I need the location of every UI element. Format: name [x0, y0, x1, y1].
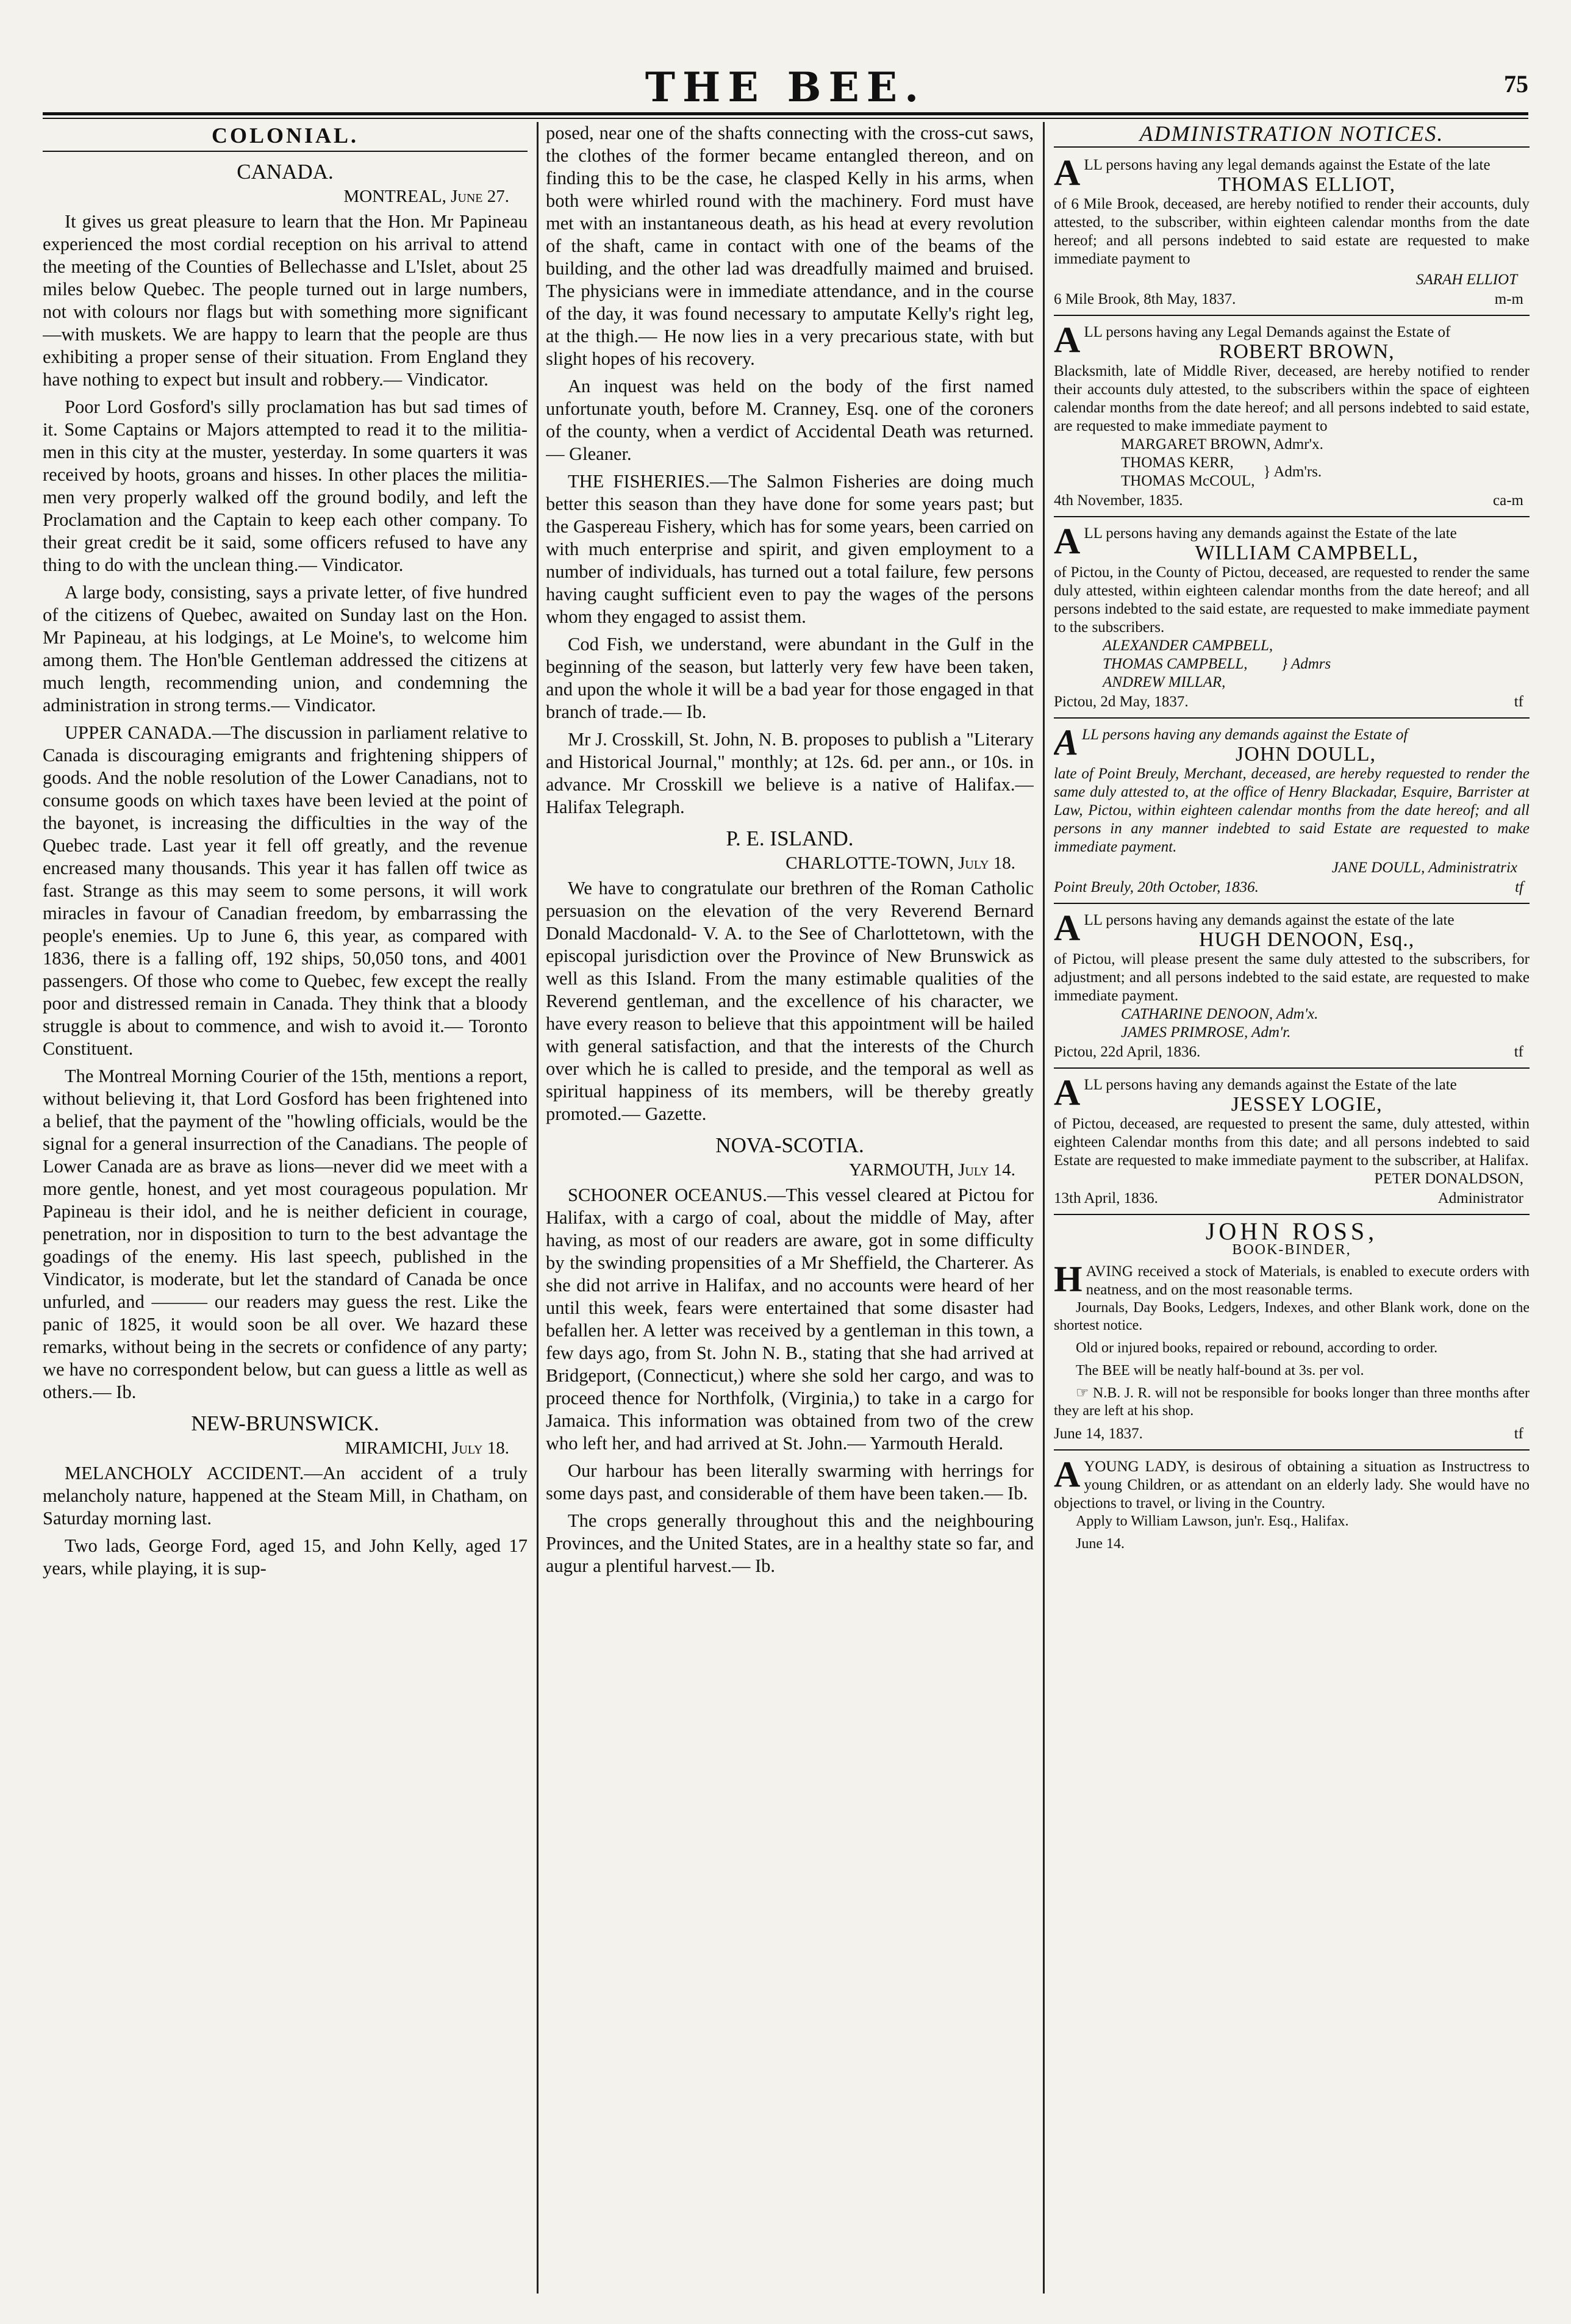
notice-signature-group	[1054, 454, 1530, 490]
dateline-montreal: MONTREAL, June 27.	[343, 187, 509, 206]
article-paragraph: The Montreal Morning Courier of the 15th, mentions a report, without believing it, that Lord Gosford has been frightened into a belief, that the payment of the "howling officials, would be the signal for a general insurrection of the Canadians. The people of Lower Canada are as brave as lions—never did we meet with a more gentle, honest, and yet most courageous population. Mr Papineau is their idol, and he is neither deficient in courage, penetration, nor in disposition to turn to the best advantage the goadings of the enemy. His last speech, published in the Vindicator, is moderate, but let the standard of Canada be once unfurled, and ——— our readers may guess the rest. Like the panic of 1825, it would soon be all over. We hazard these remarks, without being in the secrets or confidence of any party; we have no correspondent below, but can guess a little as well as others.— Ib.	[43, 1066, 528, 1402]
advert-paragraph: Journals, Day Books, Ledgers, Indexes, and other Blank work, done on the shortest notice.	[1054, 1300, 1530, 1333]
notice-signature: THOMAS KERR,	[1121, 454, 1234, 471]
article-paragraph: THE FISHERIES.—The Salmon Fisheries are doing much better this season than they have done for some years past; but the Gaspereau Fishery, which has for some years, been carried on with much enterprise and spirit, and given employment to a number of individuals, has turned out a total failure, few persons having caught sufficient even to pay the wages of the persons whom they engaged to assist them.	[546, 471, 1034, 627]
notice-body: late of Point Breuly, Merchant, deceased, are hereby requested to render the same duly attested to, at the office of Henry Blackadar, Esquire, Barrister at Law, Pictou, within eighteen calendar months from the date hereof; and all persons in any manner indebted to said Estate are requested to make immediate payment.	[1054, 766, 1530, 855]
notice-code: tf	[1514, 1044, 1523, 1060]
advert-paragraph: Apply to William Lawson, jun'r. Esq., Halifax.	[1076, 1513, 1349, 1529]
notice-name: ROBERT BROWN,	[1219, 340, 1395, 363]
notice-code: tf	[1514, 694, 1523, 710]
section-title-canada: CANADA.	[237, 160, 334, 184]
article-paragraph: An inquest was held on the body of the first named unfortunate youth, before M. Cranney, Esq. one of the coroners of the county, when a verdict of Accidental Death was returned.— Gleaner.	[546, 376, 1034, 464]
article-paragraph: The crops generally throughout this and the neighbouring Provinces, and the United States, are in a healthy state so far, and augur a plentiful harvest.— Ib.	[546, 1510, 1034, 1576]
notice-date: Pictou, 2d May, 1837.	[1054, 694, 1189, 710]
notice-footer	[1054, 878, 1523, 897]
advert-trade: BOOK-BINDER,	[1232, 1242, 1351, 1258]
article-paragraph: Mr J. Crosskill, St. John, N. B. proposes to publish a "Literary and Historical Journal," monthly; at 12s. 6d. per ann., or 10s. in advance. Mr Crosskill we believe is a native of Halifax.— Halifax Telegraph.	[546, 729, 1034, 817]
article-paragraph: Cod Fish, we understand, were abundant in the Gulf in the beginning of the season, but latterly very few have been taken, and upon the whole it will be a bad year for those engaged in that branch of trade.— Ib.	[546, 634, 1034, 722]
notice-signature: THOMAS CAMPBELL,	[1103, 656, 1248, 672]
column-rule-2	[1043, 122, 1045, 2294]
article-paragraph: We have to congratulate our brethren of the Roman Catholic persuasion on the elevation of the very Reverend Bernard Donald Macdonald- V. A. to the See of Charlottetown, with the episcopal jurisdiction over the Province of New Brunswick as well as this Island. From the many estimable qualities of the Reverend gentleman, and the excellence of his character, we have every reason to believe that this appointment will be hailed with general satisfaction, and that the interests of the Church over which he is called to preside, and the temporal as well as spiritual happiness of its members, will be thereby greatly promoted.— Gazette.	[546, 878, 1034, 1124]
advert-john-ross	[1054, 1218, 1530, 1443]
notice-divider	[1054, 516, 1530, 517]
notice-signature: MARGARET BROWN, Admr'x.	[1121, 436, 1323, 453]
dateline-charlottetown: CHARLOTTE-TOWN, July 18.	[786, 853, 1015, 873]
notice-body: of Pictou, will please present the same duly attested to the subscribers, for adjustment; and all persons indebted to the said estate, are requested to make immediate payment.	[1054, 951, 1530, 1004]
notice-body: of 6 Mile Brook, deceased, are hereby notified to render their accounts, duly attested, to the subscriber, within eighteen calendar months from the date hereof; and all persons indebted to said estate are requested to make immediate payment to	[1054, 196, 1530, 267]
notice-role: Administrator	[1437, 1190, 1523, 1207]
advert-paragraph: The BEE will be neatly half-bound at 3s. per vol.	[1076, 1363, 1364, 1379]
advert-paragraph: HAVING received a stock of Materials, is enabled to execute orders with neatness, and on the most reasonable terms.	[1054, 1259, 1530, 1299]
notice-body: of Pictou, in the County of Pictou, deceased, are requested to render the same duly attested, within eighteen calendar months from the date hereof; and all persons indebted to the said estate, are requested to make immediate payment to the subscribers.	[1054, 564, 1530, 636]
advert-date: June 14.	[1076, 1536, 1125, 1552]
advert-young-lady	[1054, 1454, 1530, 1553]
notice-code: m-m	[1494, 291, 1523, 307]
notice-name: JOHN DOULL,	[1235, 743, 1376, 766]
notice-hugh-denoon	[1054, 908, 1530, 1061]
article-paragraph: posed, near one of the shafts connecting with the cross-cut saws, the clothes of the former became entangled thereon, and on finding this to be the case, he clasped Kelly in his arms, when both were whirled round with the machinery. Ford must have met with an instantaneous death, as his head at every revolution of the shaft, came in contact with one of the beams of the building, and the other lad was dreadfully maimed and bruised. The physicians were in immediate attendance, and in the course of the day, it was found necessary to amputate Kelly's right leg, at the thigh.— He now lies in a very precarious state, with but slight hopes of his recovery.	[546, 123, 1034, 369]
notice-divider	[1054, 315, 1530, 316]
column-notices	[1054, 122, 1530, 2294]
notice-signature: JANE DOULL, Administratrix	[1331, 859, 1517, 876]
section-heading-colonial: COLONIAL.	[43, 124, 528, 152]
column-rule-1	[537, 122, 539, 2294]
article-paragraph: Two lads, George Ford, aged 15, and John Kelly, aged 17 years, while playing, it is sup-	[43, 1535, 528, 1579]
article-paragraph: A large body, consisting, says a private letter, of five hundred of the citizens of Quebec, awaited on Sunday last on the Hon. Mr Papineau, at his lodgings, at Le Moine's, to welcome him among them. The Hon'ble Gentleman addressed the citizens at much length, recommending union, and condemning the administration in strong terms.— Vindicator.	[43, 582, 528, 715]
advert-name: JOHN ROSS,	[1205, 1218, 1378, 1245]
notice-divider	[1054, 903, 1530, 904]
notice-lead: ALL persons having any legal demands against the Estate of the late	[1054, 152, 1490, 193]
notice-lead: ALL persons having any demands against the estate of the late	[1054, 908, 1455, 948]
column-colonial	[43, 122, 528, 2294]
notice-divider	[1054, 1214, 1530, 1215]
masthead-rule	[43, 112, 1528, 119]
notice-jessey-logie	[1054, 1072, 1530, 1208]
notice-footer	[1054, 290, 1523, 309]
notice-robert-brown	[1054, 320, 1530, 510]
notice-name: THOMAS ELLIOT,	[1218, 173, 1396, 196]
section-title-new-brunswick: NEW-BRUNSWICK.	[191, 1411, 379, 1435]
notice-signature: ANDREW MILLAR,	[1103, 674, 1226, 690]
advert-code: tf	[1514, 1426, 1523, 1442]
notice-name: HUGH DENOON, Esq.,	[1199, 928, 1415, 951]
notice-signature: PETER DONALDSON,	[1374, 1171, 1523, 1187]
column-news	[546, 122, 1034, 2294]
notice-name: WILLIAM CAMPBELL,	[1195, 542, 1419, 564]
notice-role: } Adm'rs.	[1263, 464, 1322, 480]
notice-signature-group	[1054, 637, 1530, 692]
notice-footer	[1054, 1189, 1523, 1208]
notice-divider	[1054, 1067, 1530, 1069]
notice-role: } Admrs	[1281, 656, 1331, 672]
notice-date: 6 Mile Brook, 8th May, 1837.	[1054, 291, 1236, 307]
notice-john-doull	[1054, 722, 1530, 897]
notice-name: JESSEY LOGIE,	[1231, 1093, 1383, 1116]
notice-footer	[1054, 693, 1523, 711]
notice-footer	[1054, 1043, 1523, 1061]
notice-signature: ALEXANDER CAMPBELL,	[1103, 637, 1273, 654]
section-title-nova-scotia: NOVA-SCOTIA.	[715, 1133, 864, 1157]
notice-signature: JAMES PRIMROSE, Adm'r.	[1121, 1024, 1291, 1041]
advert-footer	[1054, 1425, 1523, 1443]
article-paragraph: UPPER CANADA.—The discussion in parliament relative to Canada is discouraging emigrants and frightening shippers of goods. And the noble resolution of the Lower Canadians, not to consume goods on which taxes have been levied at the point of the bayonet, is increasing the difficulties in the way of the Quebec trade. Last year it fell off greatly, and the revenue encreased many thousands. This year it has fallen off twice as fast. Strange as this may seem to some persons, it will work miracles in favour of Canadian freedom, by embarrassing the people's enemies. Up to June 6, this year, as compared with 1836, there is a falling off, 192 ships, 50,050 tons, and 4001 passengers. Of those who come to Quebec, few except the really poor and distressed remain in Canada. They think that a bloody struggle is about to commence, and wish to avoid it.— Toronto Constituent.	[43, 722, 528, 1059]
page-number: 75	[1504, 70, 1528, 98]
article-paragraph: Poor Lord Gosford's silly proclamation has but sad times of it. Some Captains or Majors attempted to read it to the militia-men in this city at the muster, yesterday. In some quarters it was received by hoots, groans and hisses. In other places the militia-men very properly walked off the ground bodily, and left the Proclamation and the Captain to keep each other company. To their great credit be it said, some officers refused to have any thing to do with the unclean thing.— Vindicator.	[43, 396, 528, 575]
notice-divider	[1054, 717, 1530, 719]
article-paragraph: MELANCHOLY ACCIDENT.—An accident of a truly melancholy nature, happened at the Steam Mill, in Chatham, on Saturday morning last.	[43, 1463, 528, 1529]
notice-lead: ALL persons having any demands against the Estate of the late	[1054, 1072, 1457, 1113]
article-paragraph: Our harbour has been literally swarming with herrings for some days past, and considerable of them have been taken.— Ib.	[546, 1460, 1034, 1504]
article-paragraph: SCHOONER OCEANUS.—This vessel cleared at Pictou for Halifax, with a cargo of coal, about the middle of May, after having, as most of our readers are aware, got in some difficulty by the swinding propensities of a Mr Sheffield, the Charterer. As she did not arrive in Halifax, and no accounts were heard of her until this week, fears were entertained that some disaster had befallen her. A letter was received by a gentleman in this town, a few days ago, from St. John N. B., stating that she had arrived at Bridgeport, (Connecticut,) where she sold her cargo, and was to proceed thence for Northfolk, (Virginia,) to take in a cargo for Jamaica. This information was obtained from two of the crew who left her, and had arrived at St. John.— Yarmouth Herald.	[546, 1185, 1034, 1454]
notice-date: 4th November, 1835.	[1054, 492, 1183, 509]
dateline-yarmouth: YARMOUTH, July 14.	[849, 1160, 1015, 1180]
notice-body: Blacksmith, late of Middle River, deceased, are hereby notified to render their accounts duly attested, to the subscribers within the space of eighteen calendar months from the date hereof; and all persons indebted to said estate, are requested to make immediate payment to	[1054, 363, 1530, 434]
advert-paragraph: Old or injured books, repaired or rebound, according to order.	[1076, 1340, 1438, 1356]
notice-william-campbell	[1054, 521, 1530, 711]
notice-code: tf	[1515, 879, 1523, 895]
section-title-pei: P. E. ISLAND.	[726, 827, 854, 850]
notice-footer	[1054, 492, 1523, 510]
notice-date: Point Breuly, 20th October, 1836.	[1054, 879, 1259, 895]
dateline-miramichi: MIRAMICHI, July 18.	[345, 1438, 509, 1458]
notice-code: ca-m	[1493, 492, 1523, 509]
notice-date: 13th April, 1836.	[1054, 1190, 1158, 1207]
notice-date: Pictou, 22d April, 1836.	[1054, 1044, 1201, 1060]
notice-signature: CATHARINE DENOON, Adm'x.	[1121, 1006, 1319, 1022]
notice-divider	[1054, 1449, 1530, 1451]
notice-lead: ALL persons having any demands against the Estate of the late	[1054, 521, 1457, 561]
advert-date: June 14, 1837.	[1054, 1426, 1143, 1442]
article-paragraph: It gives us great pleasure to learn that the Hon. Mr Papineau experienced the most cordial reception on his arrival to attend the meeting of the Counties of Bellechasse and L'Islet, about 25 miles below Quebec. The people turned out in large numbers, not with colours nor flags but with something more significant —with muskets. We are happy to learn that the people are thus exhibiting a proper sense of their situation. From England they have nothing to expect but insult and robbery.— Vindicator.	[43, 211, 528, 390]
notice-signature: SARAH ELLIOT	[1416, 271, 1517, 288]
section-heading-administration: ADMINISTRATION NOTICES.	[1054, 124, 1530, 148]
advert-paragraph: AYOUNG LADY, is desirous of obtaining a situation as Instructress to young Children, or as attendant on an elderly lady. She would have no objections to travel, or living in the Country.	[1054, 1454, 1530, 1512]
notice-signature: THOMAS McCOUL,	[1121, 473, 1255, 489]
advert-paragraph: ☞ N.B. J. R. will not be responsible for books longer than three months after they are left at his shop.	[1054, 1385, 1530, 1419]
notice-lead: ALL persons having any demands against the Estate of	[1054, 722, 1408, 762]
masthead	[43, 63, 1528, 111]
notice-lead: ALL persons having any Legal Demands against the Estate of	[1054, 320, 1451, 360]
notice-thomas-elliot	[1054, 152, 1530, 309]
newspaper-title: THE BEE.	[645, 63, 926, 111]
notice-body: of Pictou, deceased, are requested to present the same, duly attested, within eighteen Calendar months from this date; and all persons indebted to said Estate are requested to make immediate payment to the subscriber, at Halifax.	[1054, 1116, 1530, 1169]
